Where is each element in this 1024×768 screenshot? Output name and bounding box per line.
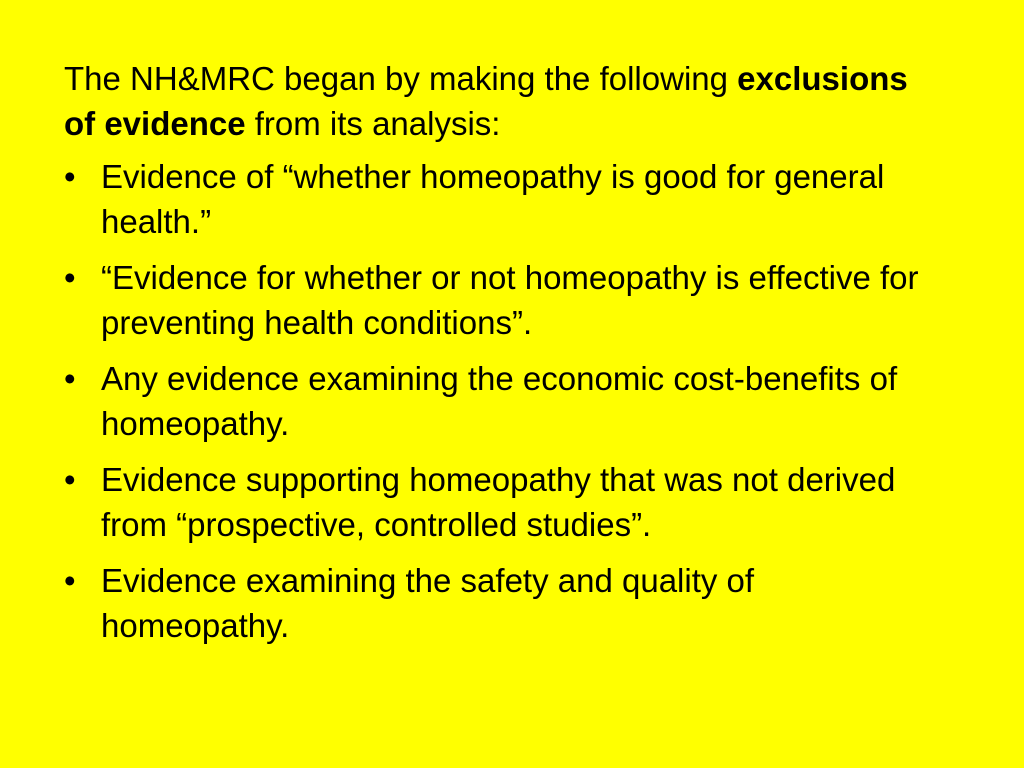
bullet-icon: • xyxy=(64,562,76,599)
bullet-item-preventing-conditions xyxy=(64,255,934,345)
bullet-text: Evidence examining the safety and quality of homeopathy. xyxy=(101,562,755,644)
bullet-text: “Evidence for whether or not homeopathy is effective for preventing health conditions”. xyxy=(101,259,919,341)
bullet-icon: • xyxy=(64,461,76,498)
bullet-list xyxy=(64,154,934,648)
bullet-text: Evidence of “whether homeopathy is good for general health.” xyxy=(101,158,885,240)
bullet-text: Any evidence examining the economic cost-benefits of homeopathy. xyxy=(101,360,898,442)
bullet-icon: • xyxy=(64,259,76,296)
intro-prefix: The NH&MRC began by making the following xyxy=(64,60,738,97)
intro-suffix: from its analysis: xyxy=(245,105,501,142)
bullet-item-safety-quality xyxy=(64,558,934,648)
bullet-text: Evidence supporting homeopathy that was not derived from “prospective, controlled studies”. xyxy=(101,461,896,543)
bullet-item-controlled-studies xyxy=(64,457,934,547)
bullet-icon: • xyxy=(64,158,76,195)
bullet-icon: • xyxy=(64,360,76,397)
intro-emphasis: exclusions of evidence xyxy=(64,60,908,142)
bullet-item-cost-benefits xyxy=(64,356,934,446)
bullet-item-general-health xyxy=(64,154,934,244)
intro-paragraph xyxy=(64,56,934,146)
